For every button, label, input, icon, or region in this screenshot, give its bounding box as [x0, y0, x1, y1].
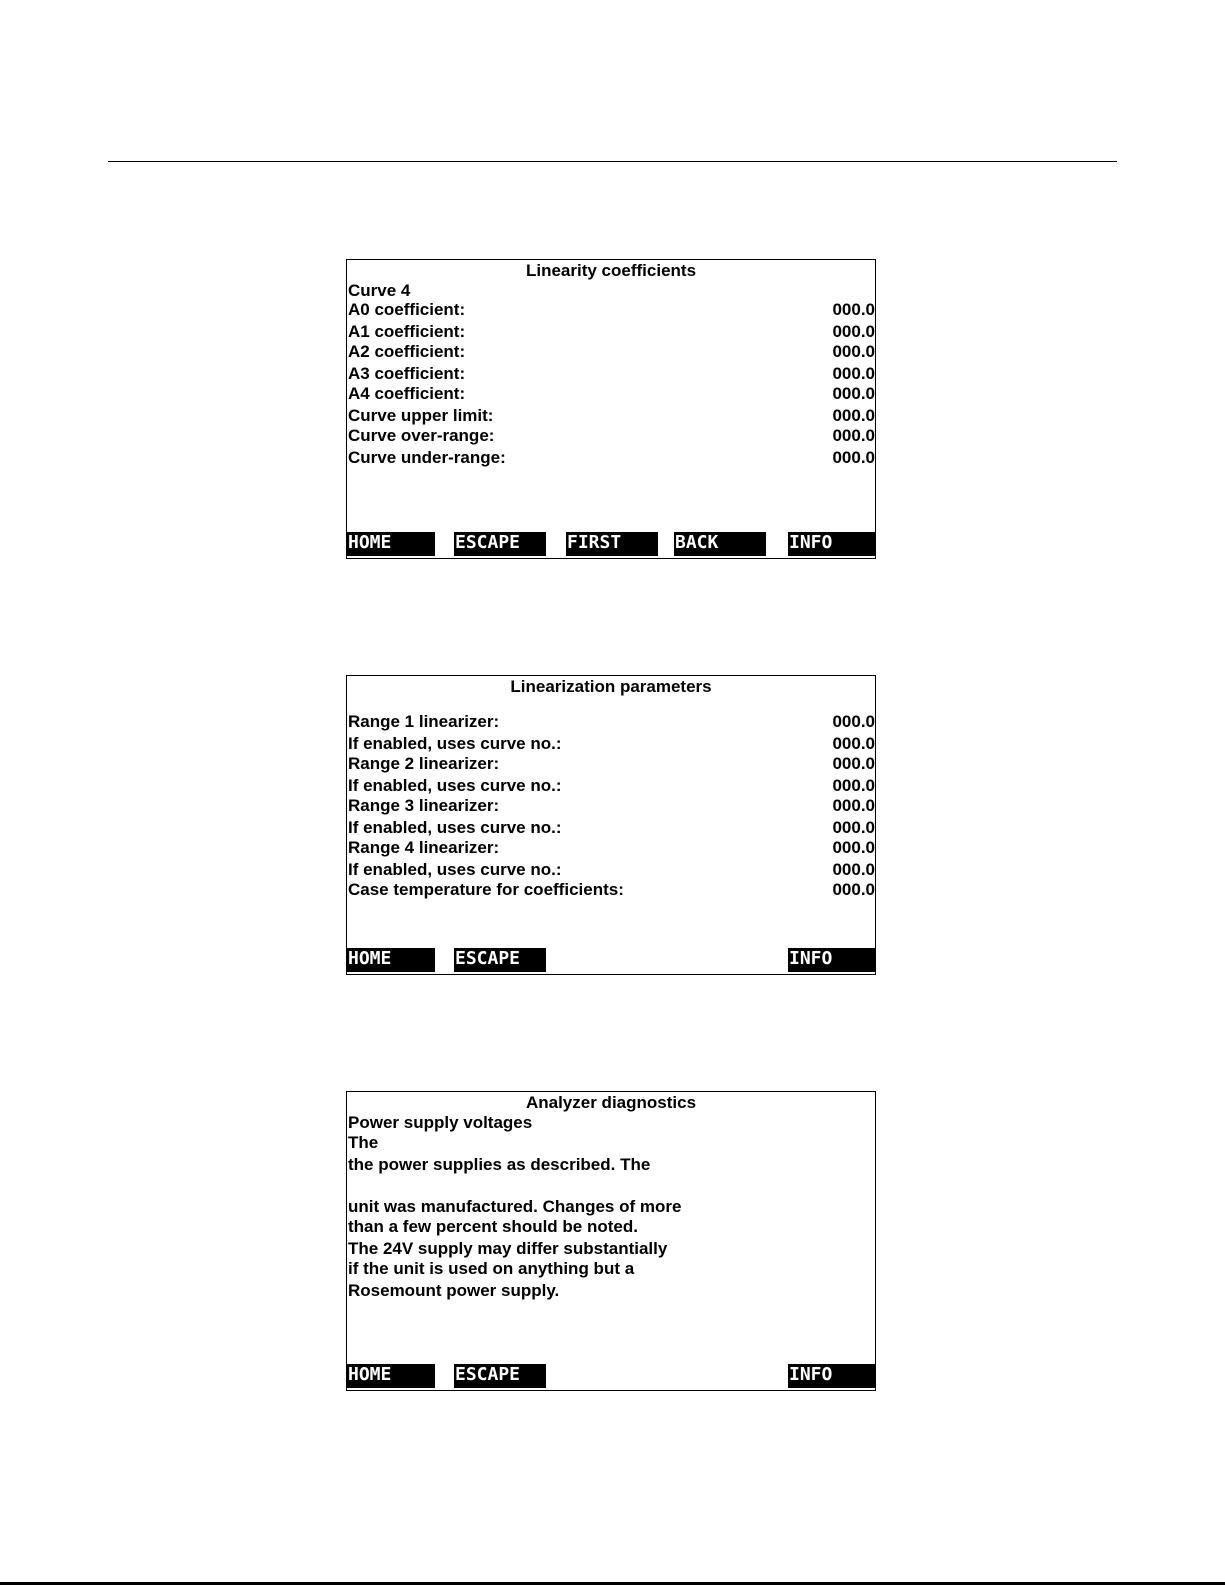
header-rule: [108, 161, 1117, 162]
softkey-bar: [347, 1364, 875, 1388]
screen-title: Linearization parameters: [510, 677, 712, 696]
row-value: 000.0: [832, 818, 875, 837]
escape-softkey[interactable]: ESCAPE: [454, 532, 546, 556]
screen-title: Analyzer diagnostics: [525, 1093, 697, 1112]
row-value: 000.0: [832, 796, 875, 815]
row-value: 000.0: [832, 880, 875, 899]
info-softkey[interactable]: INFO: [788, 948, 875, 972]
curve-over-range-row[interactable]: [348, 427, 875, 447]
line-text: Power supply voltages: [348, 1113, 533, 1132]
row-label: Range 4 linearizer:: [348, 838, 500, 857]
range4-curve-row[interactable]: [348, 861, 875, 881]
home-softkey[interactable]: HOME: [347, 532, 435, 556]
row-label: Case temperature for coefficients:: [348, 880, 624, 899]
row-value: 000.0: [832, 712, 875, 731]
row-value: 000.0: [832, 838, 875, 857]
info-softkey[interactable]: INFO: [788, 1364, 875, 1388]
row-label: If enabled, uses curve no.:: [348, 734, 562, 753]
row-label: Curve under-range:: [348, 448, 506, 467]
row-label: If enabled, uses curve no.:: [348, 818, 562, 837]
row-value: 000.0: [832, 342, 875, 361]
line-text: than a few percent should be noted.: [348, 1217, 638, 1236]
curve-number: Curve 4: [348, 281, 411, 300]
row-label: If enabled, uses curve no.:: [348, 860, 562, 879]
line-text: if the unit is used on anything but a: [348, 1259, 635, 1278]
row-value: 000.0: [832, 776, 875, 795]
row-label: A0 coefficient:: [348, 300, 466, 319]
row-value: 000.0: [832, 322, 875, 341]
row-label: A2 coefficient:: [348, 342, 466, 361]
analyzer-diagnostics-screen: [346, 1091, 876, 1391]
escape-softkey[interactable]: ESCAPE: [454, 948, 546, 972]
text-line: [348, 1198, 875, 1218]
linearization-parameters-screen: [346, 675, 876, 975]
range3-curve-row[interactable]: [348, 819, 875, 839]
text-line: [348, 1218, 875, 1238]
text-line: [348, 1156, 875, 1176]
text-line: [348, 1114, 875, 1134]
row-value: 000.0: [832, 448, 875, 467]
range2-curve-row[interactable]: [348, 777, 875, 797]
row-label: Curve over-range:: [348, 426, 495, 445]
first-softkey[interactable]: FIRST: [566, 532, 658, 556]
line-text: Rosemount power supply.: [348, 1281, 560, 1300]
range3-linearizer-row[interactable]: [348, 797, 875, 817]
range4-linearizer-row[interactable]: [348, 839, 875, 859]
line-text: the power supplies as described. The: [348, 1155, 651, 1174]
range1-curve-row[interactable]: [348, 735, 875, 755]
row-value: 000.0: [832, 364, 875, 383]
range1-linearizer-row[interactable]: [348, 713, 875, 733]
row-value: 000.0: [832, 860, 875, 879]
text-line: [348, 1282, 875, 1302]
row-value: 000.0: [832, 384, 875, 403]
home-softkey[interactable]: HOME: [347, 948, 435, 972]
a3-coefficient-row[interactable]: [348, 365, 875, 385]
back-softkey[interactable]: BACK: [674, 532, 766, 556]
info-softkey[interactable]: INFO: [788, 532, 875, 556]
a2-coefficient-row[interactable]: [348, 343, 875, 363]
row-label: A1 coefficient:: [348, 322, 466, 341]
line-text: The 24V supply may differ substantially: [348, 1239, 668, 1258]
row-label: A4 coefficient:: [348, 384, 466, 403]
row-value: 000.0: [832, 426, 875, 445]
row-value: 000.0: [832, 406, 875, 425]
row-value: 000.0: [832, 754, 875, 773]
home-softkey[interactable]: HOME: [347, 1364, 435, 1388]
text-line: [348, 1134, 875, 1154]
row-label: Range 1 linearizer:: [348, 712, 500, 731]
linearity-coefficients-screen: [346, 259, 876, 559]
curve-label: [348, 282, 875, 302]
row-label: Range 2 linearizer:: [348, 754, 500, 773]
curve-under-range-row[interactable]: [348, 449, 875, 469]
text-line: [348, 1260, 875, 1280]
row-label: A3 coefficient:: [348, 364, 466, 383]
case-temperature-row[interactable]: [348, 881, 875, 901]
row-label: Range 3 linearizer:: [348, 796, 500, 815]
line-text: unit was manufactured. Changes of more: [348, 1197, 682, 1216]
text-line: [348, 1240, 875, 1260]
curve-upper-limit-row[interactable]: [348, 407, 875, 427]
range2-linearizer-row[interactable]: [348, 755, 875, 775]
screen-title: Linearity coefficients: [525, 261, 697, 280]
softkey-bar: [347, 532, 875, 556]
a4-coefficient-row[interactable]: [348, 385, 875, 405]
row-label: If enabled, uses curve no.:: [348, 776, 562, 795]
softkey-bar: [347, 948, 875, 972]
row-value: 000.0: [832, 300, 875, 319]
row-value: 000.0: [832, 734, 875, 753]
escape-softkey[interactable]: ESCAPE: [454, 1364, 546, 1388]
a0-coefficient-row[interactable]: [348, 301, 875, 321]
row-label: Curve upper limit:: [348, 406, 494, 425]
a1-coefficient-row[interactable]: [348, 323, 875, 343]
text-line: [348, 1176, 875, 1196]
line-text: The: [348, 1133, 379, 1152]
